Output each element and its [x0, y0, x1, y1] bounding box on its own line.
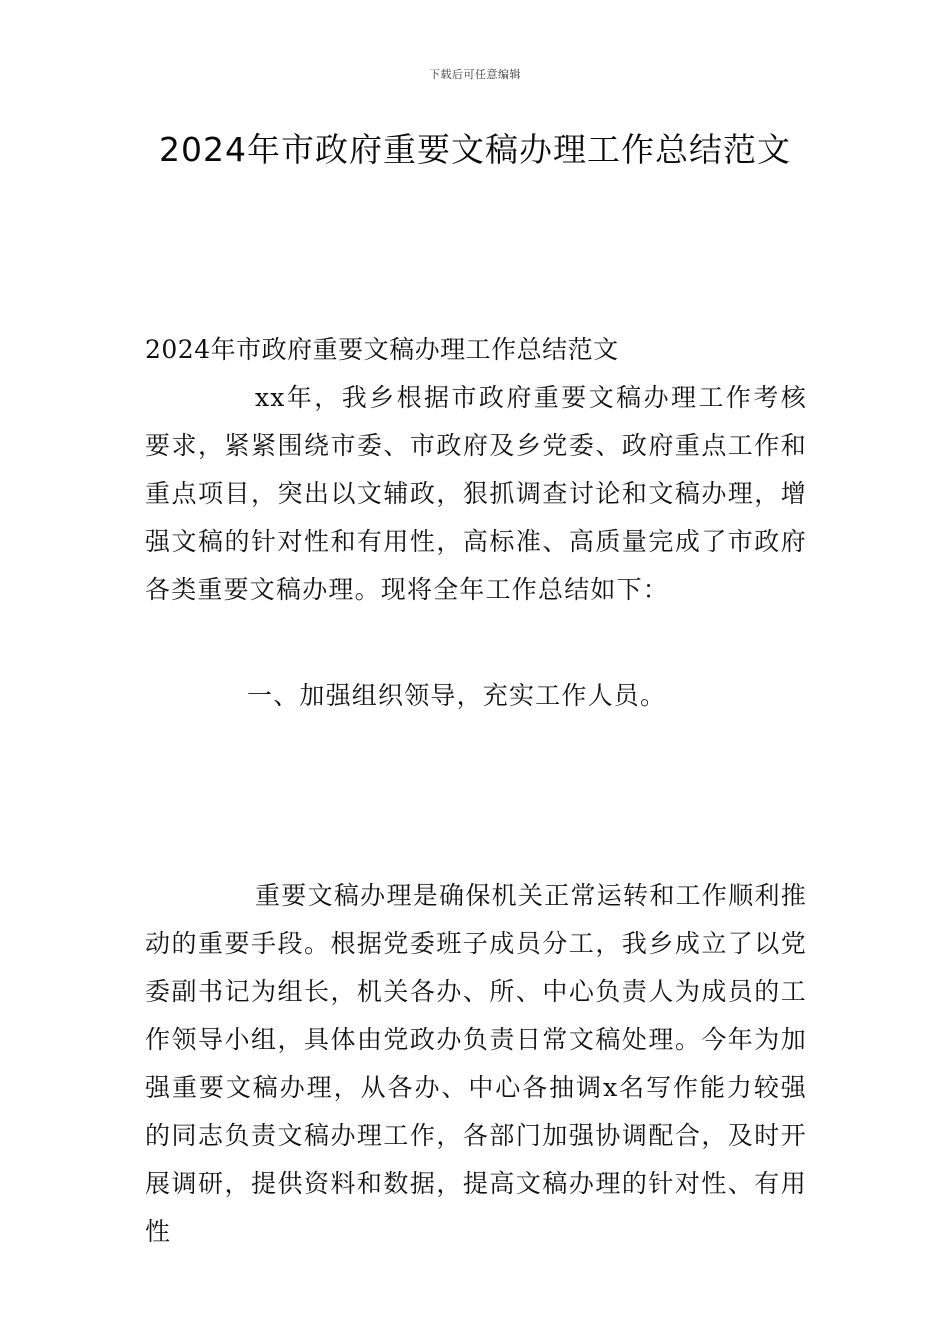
paragraph-section-1: 重要文稿办理是确保机关正常运转和工作顺利推动的重要手段。根据党委班子成员分工，我乡成立了以党委副书记为组长，机关各办、所、中心负责人为成员的工作领导小组，具体由党政办负责日常文稿处理。今年为加强重要文稿办理，从各办、中心各抽调x名写作能力较强的同志负责文稿办理工作，各部门加强协调配合，及时开展调研，提供资料和数据，提高文稿办理的针对性、有用性 — [145, 881, 807, 1246]
header-note: 下载后可任意编辑 — [429, 68, 521, 81]
paragraph-intro: xx年，我乡根据市政府重要文稿办理工作考核要求，紧紧围绕市委、市政府及乡党委、政府重点工作和重点项目，突出以文辅政，狠抓调查讨论和文稿办理，增强文稿的针对性和有用性，高标准、高质量完成了市政府各类重要文稿办理。现将全年工作总结如下： — [145, 383, 807, 604]
document-title: 2024年市政府重要文稿办理工作总结范文 — [159, 130, 791, 169]
section-heading-1: 一、加强组织领导，充实工作人员。 — [247, 681, 667, 710]
document-subtitle: 2024年市政府重要文稿办理工作总结范文 — [145, 335, 619, 364]
